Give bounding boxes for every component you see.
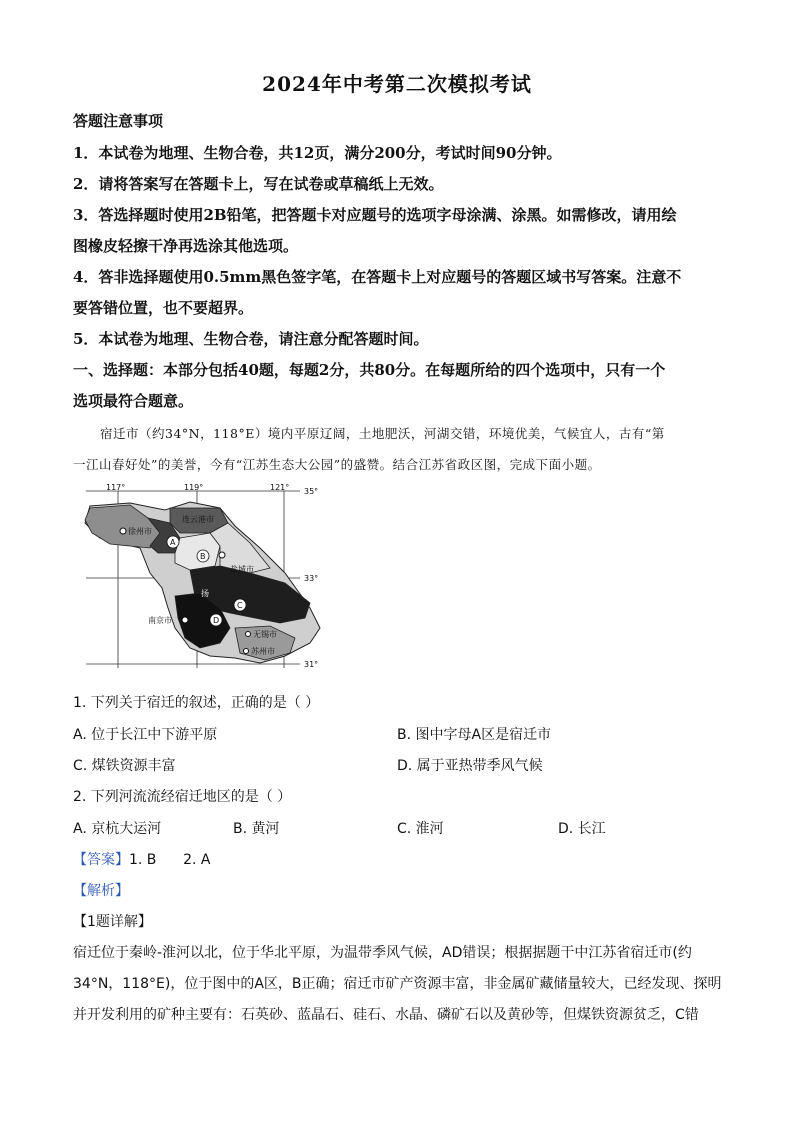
city-label: 苏州市 [251,647,275,656]
exam-title: 2024年中考第二次模拟考试 [262,72,532,96]
passage-line: 宿迁市（约34°N，118°E）境内平原辽阔，土地肥沃，河湖交错，环境优美，气候宜人，古有“第 [100,426,665,441]
city-label: 无锡市 [253,630,277,639]
question-2-option: B. 黄河 [233,821,280,837]
question-2-option: C. 淮河 [397,821,444,837]
detail-line: 34°N，118°E)，位于图中的A区，B正确；宿迁市矿产资源丰富，非金属矿藏储量较大，已经发现、探明 [73,976,722,992]
city-label: 盐城市 [230,565,254,574]
xuzhou-marker [120,528,126,534]
city-label: 南京市 [148,616,172,625]
detail-line: 并开发利用的矿种主要有：石英砂、蓝晶石、硅石、水晶、磷矿石以及黄砂等，但煤铁资源贫乏，C错 [73,1007,699,1023]
question-1-option: B. 图中字母A区是宿迁市 [397,727,552,743]
question-1-stem: 1. 下列关于宿迁的叙述，正确的是（ ） [73,695,320,711]
yancheng-marker [219,552,225,558]
detail-tag: 【1题详解】 [73,914,152,930]
passage-line: 一江山春好处”的美誉，今有“江苏生态大公园”的盛赞。结合江苏省政区图，完成下面小题。 [73,457,601,472]
city-label: 连云港市 [182,515,214,524]
notice-item: 2．请将答案写在答题卡上，写在试卷或草稿纸上无效。 [73,175,444,193]
question-1-option: D. 属于亚热带季风气候 [397,758,543,774]
answer-text: 1. B 2. A [129,852,211,868]
question-2-option: A. 京杭大运河 [73,821,162,837]
notice-heading: 答题注意事项 [73,112,164,130]
lon-label: 117° [106,483,126,492]
question-2-stem: 2. 下列河流流经宿迁地区的是（ ） [73,789,292,805]
jiangsu-map [70,478,330,678]
lat-label: 35° [304,487,319,496]
notice-item: 要答错位置，也不要超界。 [73,299,254,317]
notice-item: 3．答选择题时使用2B铅笔，把答题卡对应题号的选项字母涂满、涂黑。如需修改，请用绘 [73,206,677,224]
city-label: 扬 [201,589,209,598]
question-2-option: D. 长江 [558,821,606,837]
region-d-label: D [213,616,220,625]
question-1-option: A. 位于长江中下游平原 [73,727,218,743]
city-label: 徐州市 [128,527,152,536]
notice-item: 5．本试卷为地理、生物合卷，请注意分配答题时间。 [73,330,429,348]
notice-item: 图橡皮轻擦干净再选涂其他选项。 [73,237,299,255]
region-a-label: A [170,538,176,547]
wuxi-marker [246,632,251,637]
answer-tag: 【答案】 [73,852,129,868]
suzhou-marker [244,649,249,654]
lon-label: 119° [184,483,204,492]
region-b [175,533,220,570]
answer-line [73,849,211,869]
lat-label: 31° [304,660,319,669]
section-heading: 一、选择题：本部分包括40题，每题2分，共80分。在每题所给的四个选项中，只有一个 [73,361,666,379]
region-c-label: C [237,601,243,610]
lon-label: 121° [270,483,290,492]
question-1-option: C. 煤铁资源丰富 [73,758,176,774]
region-b-label: B [200,552,206,561]
nanjing-marker [182,617,188,623]
detail-line: 宿迁位于秦岭-淮河以北，位于华北平原，为温带季风气候，AD错误；根据据题干中江苏省宿迁市(约 [73,945,692,961]
lat-label: 33° [304,574,319,583]
analysis-tag: 【解析】 [73,883,129,899]
section-heading-cont: 选项最符合题意。 [73,392,194,410]
notice-item: 1．本试卷为地理、生物合卷，共12页，满分200分，考试时间90分钟。 [73,144,562,162]
notice-item: 4．答非选择题使用0.5mm黑色签字笔，在答题卡上对应题号的答题区域书写答案。注意不 [73,268,682,286]
